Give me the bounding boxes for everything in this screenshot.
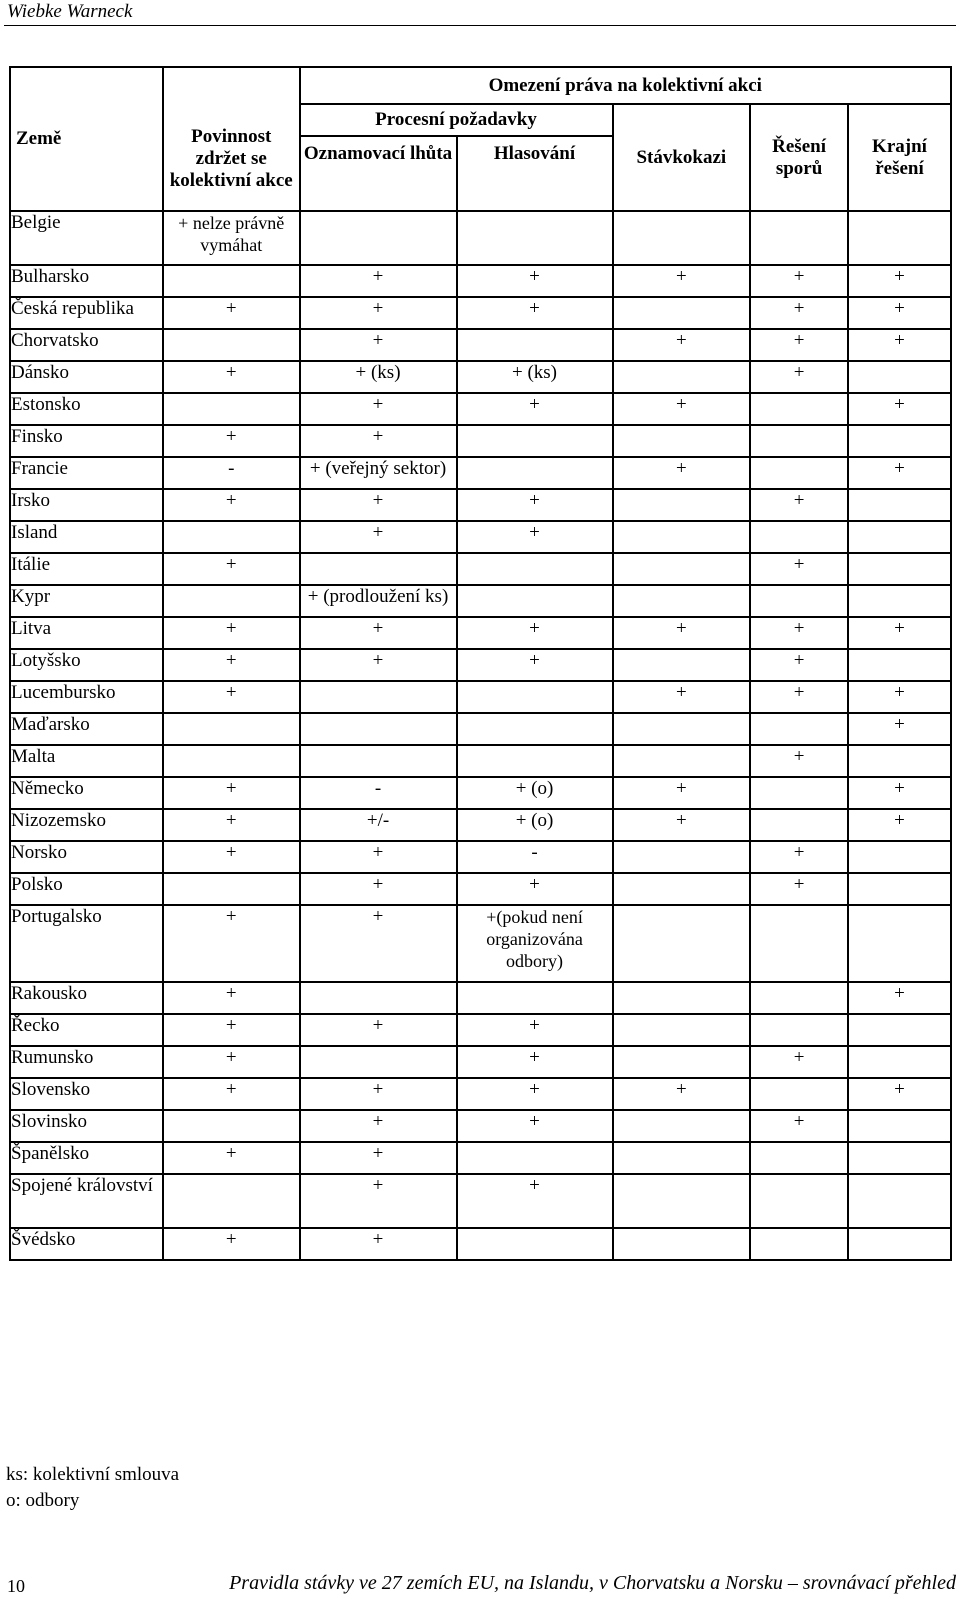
strikebreakers-cell: + <box>613 329 751 361</box>
strikebreakers-cell <box>613 1228 751 1260</box>
country-cell: Slovensko <box>10 1078 163 1110</box>
duty-cell: + <box>163 1078 300 1110</box>
country-cell: Kypr <box>10 585 163 617</box>
strikebreakers-cell <box>613 585 751 617</box>
strikebreakers-cell <box>613 873 751 905</box>
ballot-cell: +(pokud není organizována odbory) <box>457 905 613 982</box>
ballot-cell: + (ks) <box>457 361 613 393</box>
table-row <box>10 649 951 681</box>
disputes-cell <box>750 1228 848 1260</box>
table-row <box>10 1142 951 1174</box>
country-cell: Slovinsko <box>10 1110 163 1142</box>
table-row <box>10 777 951 809</box>
ballot-cell <box>457 211 613 265</box>
ballot-cell <box>457 1228 613 1260</box>
duty-cell <box>163 585 300 617</box>
header-duty: Povinnost zdržet se kolektivní akce <box>163 67 300 211</box>
notice-cell: + <box>300 1142 457 1174</box>
last-resort-cell: + <box>848 265 951 297</box>
table-row <box>10 809 951 841</box>
duty-cell <box>163 745 300 777</box>
ballot-cell: + <box>457 1174 613 1228</box>
ballot-cell: + <box>457 265 613 297</box>
country-cell: Dánsko <box>10 361 163 393</box>
notice-cell <box>300 982 457 1014</box>
last-resort-cell: + <box>848 617 951 649</box>
duty-cell: + <box>163 425 300 457</box>
disputes-cell <box>750 457 848 489</box>
notice-cell: + <box>300 905 457 982</box>
duty-cell: + nelze právně vymáhat <box>163 211 300 265</box>
header-strikebreakers: Stávkokazi <box>613 104 751 211</box>
notice-cell: + <box>300 841 457 873</box>
disputes-cell: + <box>750 265 848 297</box>
disputes-cell: + <box>750 329 848 361</box>
duty-cell: + <box>163 361 300 393</box>
table-row <box>10 713 951 745</box>
duty-cell <box>163 713 300 745</box>
last-resort-cell <box>848 361 951 393</box>
disputes-cell: + <box>750 553 848 585</box>
strikebreakers-cell <box>613 905 751 982</box>
strikebreakers-cell <box>613 713 751 745</box>
last-resort-cell: + <box>848 713 951 745</box>
country-cell: Nizozemsko <box>10 809 163 841</box>
notice-cell: + <box>300 617 457 649</box>
duty-cell <box>163 1174 300 1228</box>
ballot-cell <box>457 425 613 457</box>
duty-cell: + <box>163 553 300 585</box>
country-cell: Itálie <box>10 553 163 585</box>
last-resort-cell <box>848 1046 951 1078</box>
strikebreakers-cell: + <box>613 1078 751 1110</box>
country-cell: Finsko <box>10 425 163 457</box>
table-row <box>10 1078 951 1110</box>
header-notice: Oznamovací lhůta <box>300 136 457 211</box>
last-resort-cell: + <box>848 457 951 489</box>
notice-cell: + <box>300 1078 457 1110</box>
country-cell: Estonsko <box>10 393 163 425</box>
notice-cell <box>300 553 457 585</box>
ballot-cell <box>457 713 613 745</box>
strike-rules-table <box>9 66 952 1261</box>
last-resort-cell <box>848 1110 951 1142</box>
strikebreakers-cell <box>613 745 751 777</box>
disputes-cell: + <box>750 489 848 521</box>
notice-cell: + <box>300 297 457 329</box>
ballot-cell: + <box>457 617 613 649</box>
disputes-cell <box>750 905 848 982</box>
notice-cell: + <box>300 873 457 905</box>
last-resort-cell <box>848 425 951 457</box>
footnote: ks: kolektivní smlouva <box>6 1464 180 1485</box>
duty-cell: + <box>163 982 300 1014</box>
disputes-cell: + <box>750 361 848 393</box>
country-cell: Španělsko <box>10 1142 163 1174</box>
table-row <box>10 1110 951 1142</box>
table-row <box>10 905 951 982</box>
duty-cell: + <box>163 905 300 982</box>
notice-cell: + <box>300 521 457 553</box>
strikebreakers-cell <box>613 361 751 393</box>
header-ballot: Hlasování <box>457 136 613 211</box>
notice-cell: + <box>300 649 457 681</box>
table-row <box>10 585 951 617</box>
country-cell: Chorvatsko <box>10 329 163 361</box>
notice-cell: + <box>300 393 457 425</box>
table-row <box>10 1046 951 1078</box>
country-cell: Portugalsko <box>10 905 163 982</box>
ballot-cell: - <box>457 841 613 873</box>
last-resort-cell <box>848 649 951 681</box>
last-resort-cell: + <box>848 681 951 713</box>
running-head: Wiebke Warneck <box>7 1 133 22</box>
duty-cell: + <box>163 809 300 841</box>
last-resort-cell <box>848 521 951 553</box>
duty-cell <box>163 393 300 425</box>
country-cell: Rakousko <box>10 982 163 1014</box>
disputes-cell <box>750 211 848 265</box>
duty-cell: + <box>163 489 300 521</box>
notice-cell: + <box>300 425 457 457</box>
table-row <box>10 393 951 425</box>
table-row <box>10 681 951 713</box>
last-resort-cell: + <box>848 1078 951 1110</box>
duty-cell <box>163 265 300 297</box>
country-cell: Irsko <box>10 489 163 521</box>
duty-cell: + <box>163 1228 300 1260</box>
disputes-cell: + <box>750 297 848 329</box>
notice-cell <box>300 211 457 265</box>
duty-cell: - <box>163 457 300 489</box>
strikebreakers-cell <box>613 297 751 329</box>
notice-cell: + (prodloužení ks) <box>300 585 457 617</box>
strikebreakers-cell <box>613 489 751 521</box>
last-resort-cell <box>848 211 951 265</box>
last-resort-cell: + <box>848 777 951 809</box>
last-resort-cell: + <box>848 393 951 425</box>
notice-cell <box>300 1046 457 1078</box>
duty-cell: + <box>163 297 300 329</box>
country-cell: Polsko <box>10 873 163 905</box>
country-cell: Norsko <box>10 841 163 873</box>
country-cell: Malta <box>10 745 163 777</box>
header-disputes: Řešení sporů <box>750 104 848 211</box>
last-resort-cell: + <box>848 982 951 1014</box>
duty-cell: + <box>163 1046 300 1078</box>
duty-cell: + <box>163 1142 300 1174</box>
last-resort-cell <box>848 489 951 521</box>
notice-cell: + <box>300 265 457 297</box>
ballot-cell: + <box>457 1078 613 1110</box>
country-cell: Maďarsko <box>10 713 163 745</box>
notice-cell <box>300 713 457 745</box>
ballot-cell: + <box>457 489 613 521</box>
ballot-cell <box>457 1142 613 1174</box>
table-row <box>10 841 951 873</box>
disputes-cell <box>750 1142 848 1174</box>
country-cell: Švédsko <box>10 1228 163 1260</box>
table-row <box>10 1014 951 1046</box>
strikebreakers-cell <box>613 1110 751 1142</box>
ballot-cell: + <box>457 1110 613 1142</box>
notice-cell: + <box>300 1174 457 1228</box>
last-resort-cell: + <box>848 809 951 841</box>
last-resort-cell <box>848 873 951 905</box>
table-row <box>10 457 951 489</box>
strikebreakers-cell <box>613 521 751 553</box>
country-cell: Německo <box>10 777 163 809</box>
disputes-cell <box>750 713 848 745</box>
strikebreakers-cell: + <box>613 265 751 297</box>
disputes-cell: + <box>750 681 848 713</box>
disputes-cell: + <box>750 649 848 681</box>
last-resort-cell <box>848 1228 951 1260</box>
notice-cell: - <box>300 777 457 809</box>
last-resort-cell: + <box>848 329 951 361</box>
duty-cell: + <box>163 617 300 649</box>
disputes-cell: + <box>750 617 848 649</box>
ballot-cell <box>457 745 613 777</box>
last-resort-cell <box>848 1014 951 1046</box>
last-resort-cell <box>848 585 951 617</box>
ballot-cell: + (o) <box>457 777 613 809</box>
header-procedural: Procesní požadavky <box>300 104 613 136</box>
disputes-cell: + <box>750 745 848 777</box>
country-cell: Litva <box>10 617 163 649</box>
ballot-cell <box>457 681 613 713</box>
disputes-cell <box>750 1174 848 1228</box>
notice-cell: +/- <box>300 809 457 841</box>
page-number: 10 <box>7 1576 25 1596</box>
table-body <box>10 211 951 1260</box>
strikebreakers-cell: + <box>613 457 751 489</box>
country-cell: Bulharsko <box>10 265 163 297</box>
notice-cell: + <box>300 1228 457 1260</box>
country-cell: Francie <box>10 457 163 489</box>
table-row <box>10 361 951 393</box>
table-row <box>10 489 951 521</box>
strikebreakers-cell <box>613 841 751 873</box>
table-row <box>10 329 951 361</box>
table-row <box>10 617 951 649</box>
disputes-cell <box>750 1078 848 1110</box>
disputes-cell <box>750 1014 848 1046</box>
last-resort-cell <box>848 1174 951 1228</box>
ballot-cell: + <box>457 873 613 905</box>
duty-cell <box>163 1110 300 1142</box>
disputes-cell: + <box>750 1110 848 1142</box>
notice-cell: + <box>300 329 457 361</box>
notice-cell: + (ks) <box>300 361 457 393</box>
last-resort-cell <box>848 745 951 777</box>
ballot-cell <box>457 982 613 1014</box>
disputes-cell <box>750 809 848 841</box>
strikebreakers-cell <box>613 211 751 265</box>
strikebreakers-cell <box>613 425 751 457</box>
table-row <box>10 873 951 905</box>
ballot-cell: + <box>457 393 613 425</box>
disputes-cell <box>750 425 848 457</box>
footer-title: Pravidla stávky ve 27 zemích EU, na Islandu, v Chorvatsku a Norsku – srovnávací přehled <box>229 1572 956 1594</box>
country-cell: Česká republika <box>10 297 163 329</box>
ballot-cell: + <box>457 521 613 553</box>
disputes-cell <box>750 393 848 425</box>
table-row <box>10 265 951 297</box>
disputes-cell: + <box>750 873 848 905</box>
country-cell: Spojené království <box>10 1174 163 1228</box>
table-header <box>10 67 951 211</box>
country-cell: Řecko <box>10 1014 163 1046</box>
last-resort-cell <box>848 553 951 585</box>
duty-cell <box>163 873 300 905</box>
strikebreakers-cell: + <box>613 393 751 425</box>
last-resort-cell <box>848 841 951 873</box>
header-rule <box>4 25 956 26</box>
country-cell: Lotyšsko <box>10 649 163 681</box>
duty-cell: + <box>163 1014 300 1046</box>
notice-cell <box>300 681 457 713</box>
duty-cell: + <box>163 777 300 809</box>
duty-cell: + <box>163 681 300 713</box>
disputes-cell <box>750 585 848 617</box>
disputes-cell: + <box>750 841 848 873</box>
strikebreakers-cell: + <box>613 777 751 809</box>
table-row <box>10 745 951 777</box>
strikebreakers-cell <box>613 1014 751 1046</box>
duty-cell: + <box>163 649 300 681</box>
footnotes <box>6 1462 179 1514</box>
ballot-cell: + (o) <box>457 809 613 841</box>
table-row <box>10 425 951 457</box>
strikebreakers-cell <box>613 553 751 585</box>
country-cell: Island <box>10 521 163 553</box>
notice-cell: + <box>300 489 457 521</box>
ballot-cell <box>457 457 613 489</box>
disputes-cell <box>750 521 848 553</box>
strikebreakers-cell <box>613 1046 751 1078</box>
ballot-cell <box>457 329 613 361</box>
strikebreakers-cell <box>613 1174 751 1228</box>
table-row <box>10 211 951 265</box>
table-row <box>10 521 951 553</box>
country-cell: Belgie <box>10 211 163 265</box>
duty-cell <box>163 521 300 553</box>
strikebreakers-cell <box>613 982 751 1014</box>
last-resort-cell <box>848 905 951 982</box>
strikebreakers-cell: + <box>613 617 751 649</box>
strikebreakers-cell <box>613 649 751 681</box>
ballot-cell <box>457 585 613 617</box>
disputes-cell: + <box>750 1046 848 1078</box>
table-row <box>10 297 951 329</box>
header-country: Země <box>10 67 163 211</box>
last-resort-cell <box>848 1142 951 1174</box>
country-cell: Lucembursko <box>10 681 163 713</box>
disputes-cell <box>750 982 848 1014</box>
notice-cell: + <box>300 1014 457 1046</box>
footnote: o: odbory <box>6 1490 80 1511</box>
country-cell: Rumunsko <box>10 1046 163 1078</box>
header-last-resort: Krajní řešení <box>848 104 951 211</box>
table-row <box>10 553 951 585</box>
duty-cell: + <box>163 841 300 873</box>
table-row <box>10 982 951 1014</box>
ballot-cell: + <box>457 297 613 329</box>
strikebreakers-cell <box>613 1142 751 1174</box>
table-row <box>10 1174 951 1228</box>
notice-cell: + <box>300 1110 457 1142</box>
notice-cell <box>300 745 457 777</box>
ballot-cell <box>457 553 613 585</box>
strikebreakers-cell: + <box>613 681 751 713</box>
ballot-cell: + <box>457 1046 613 1078</box>
disputes-cell <box>750 777 848 809</box>
strikebreakers-cell: + <box>613 809 751 841</box>
header-restrictions: Omezení práva na kolektivní akci <box>300 67 951 104</box>
table-row <box>10 1228 951 1260</box>
last-resort-cell: + <box>848 297 951 329</box>
notice-cell: + (veřejný sektor) <box>300 457 457 489</box>
ballot-cell: + <box>457 1014 613 1046</box>
duty-cell <box>163 329 300 361</box>
ballot-cell: + <box>457 649 613 681</box>
